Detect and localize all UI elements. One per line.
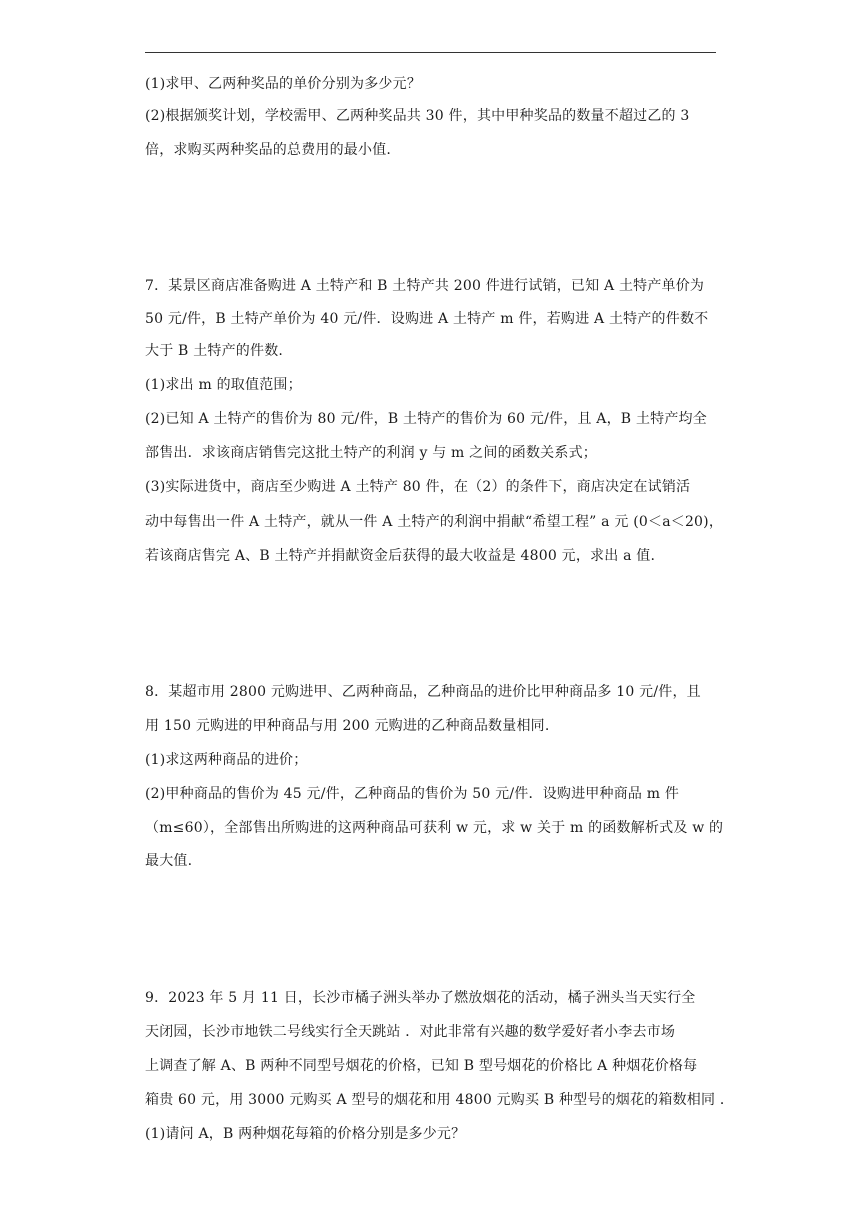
q9-stem-line1: 9．2023 年 5 月 11 日，长沙市橘子洲头举办了燃放烟花的活动，橘子洲头当天实行全	[145, 990, 696, 1006]
q9-stem-line3: 上调查了解 A、B 两种不同型号烟花的价格，已知 B 型号烟花的价格比 A 种烟花价格每	[145, 1058, 698, 1074]
q7-part1: (1)求出 m 的取值范围；	[145, 377, 302, 393]
q9-stem-line4: 箱贵 60 元，用 3000 元购买 A 型号的烟花和用 4800 元购买 B 种型号的烟花的箱数相同 ．	[145, 1092, 735, 1108]
q8-part2-line1: (2)甲种商品的售价为 45 元/件，乙种商品的售价为 50 元/件．设购进甲种商品 m 件	[145, 786, 680, 802]
q7-part2-line1: (2)已知 A 土特产的售价为 80 元/件，B 土特产的售价为 60 元/件，且 A，B 土特产均全	[145, 411, 707, 427]
q6-part1: (1)求甲、乙两种奖品的单价分别为多少元？	[145, 76, 422, 92]
q7-part3-line2: 动中每售出一件 A 土特产，就从一件 A 土特产的利润中捐献“希望工程” a 元 (0＜a＜20)，	[145, 514, 724, 530]
q6-part2-line2: 倍，求购买两种奖品的总费用的最小值.	[145, 142, 392, 158]
q8-part2-line2: （m≤60），全部售出所购进的这两种商品可获利 w 元，求 w 关于 m 的函数解析式及 w 的	[145, 820, 724, 836]
q6-part2-line1: (2)根据颁奖计划，学校需甲、乙两种奖品共 30 件，其中甲种奖品的数量不超过乙的 3	[145, 108, 690, 124]
q8-part2-line3: 最大值.	[145, 853, 193, 869]
q9-part1: (1)请问 A，B 两种烟花每箱的价格分别是多少元？	[145, 1126, 466, 1142]
q9-stem-line2: 天闭园，长沙市地铁二号线实行全天跳站 ．对此非常有兴趣的数学爱好者小李去市场	[145, 1024, 676, 1040]
q7-stem-line2: 50 元/件，B 土特产单价为 40 元/件．设购进 A 土特产 m 件，若购进 A 土特产的件数不	[145, 311, 709, 327]
header-rule	[145, 52, 716, 53]
q7-part3-line1: (3)实际进货中，商店至少购进 A 土特产 80 件，在（2）的条件下，商店决定在试销活	[145, 479, 691, 495]
q7-stem-line1: 7．某景区商店准备购进 A 土特产和 B 土特产共 200 件进行试销，已知 A 土特产单价为	[145, 278, 705, 294]
q8-stem-line2: 用 150 元购进的甲种商品与用 200 元购进的乙种商品数量相同.	[145, 718, 550, 734]
q7-part3-line3: 若该商店售完 A、B 土特产并捐献资金后获得的最大收益是 4800 元，求出 a 值.	[145, 548, 656, 564]
q8-stem-line1: 8．某超市用 2800 元购进甲、乙两种商品，乙种商品的进价比甲种商品多 10 元/件，且	[145, 684, 701, 700]
q8-part1: (1)求这两种商品的进价；	[145, 752, 308, 768]
q7-part2-line2: 部售出．求该商店销售完这批土特产的利润 y 与 m 之间的函数关系式；	[145, 445, 597, 461]
q7-stem-line3: 大于 B 土特产的件数.	[145, 343, 284, 359]
